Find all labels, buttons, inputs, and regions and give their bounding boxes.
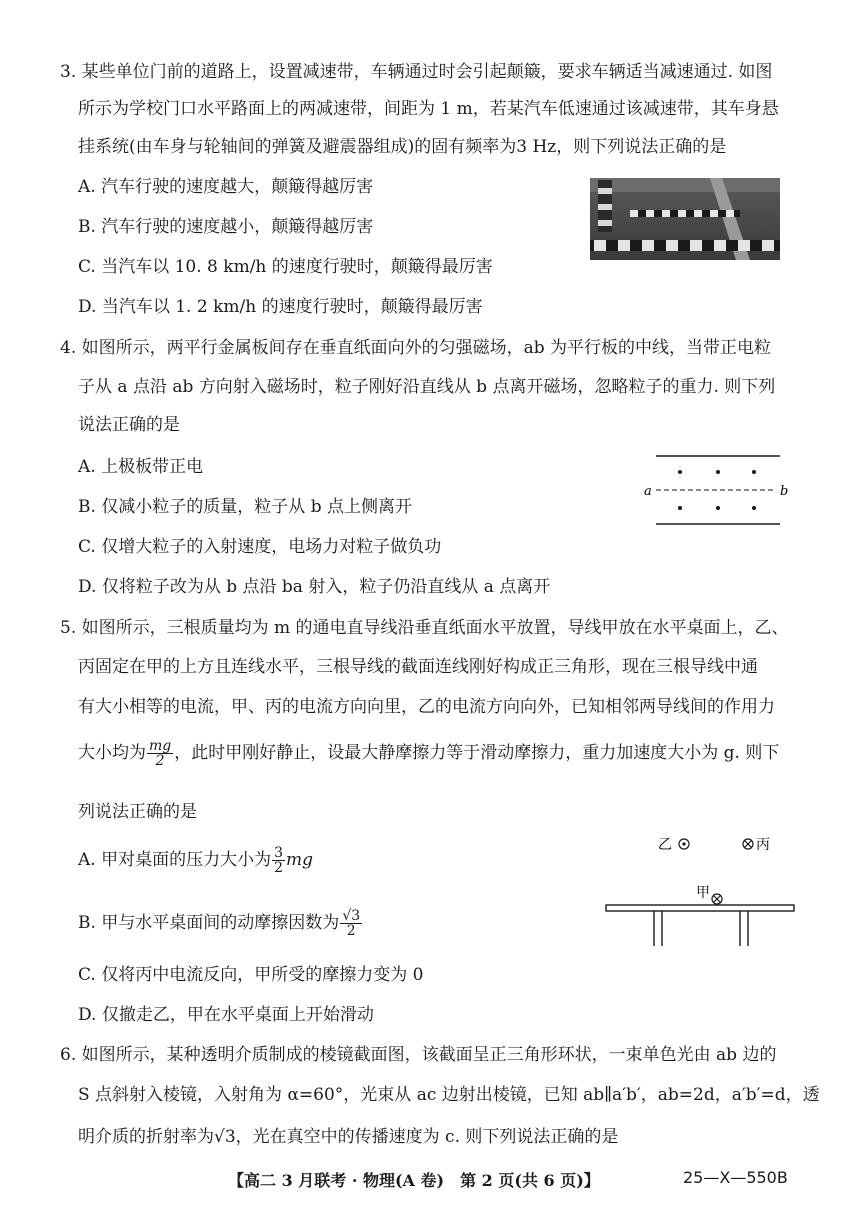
q5-option-b [78, 908, 363, 938]
wire-jia-label: 甲 [696, 885, 710, 901]
force-denominator: 2 [155, 753, 165, 769]
q5-stem-line1: 5. 如图所示，三根质量均为 m 的通电直导线沿垂直纸面水平放置，导线甲放在水平桌面上，乙、 [60, 618, 789, 638]
point-b-label: b [780, 484, 789, 499]
table-drawing [606, 905, 794, 946]
q3-option-c: C. 当汽车以 10. 8 km/h 的速度行驶时，颠簸得最厉害 [78, 257, 493, 277]
page-footer: 【高二 3 月联考 · 物理(A 卷) 第 2 页(共 6 页)】 [228, 1171, 600, 1190]
option-b-fraction [340, 909, 362, 938]
q5-stem-line3: 有大小相等的电流，甲、丙的电流方向向里，乙的电流方向向外，已知相邻两导线间的作用力 [78, 697, 775, 717]
force-fraction [147, 739, 173, 768]
q5-stem-line2: 丙固定在甲的上方且连线水平，三根导线的截面连线刚好构成正三角形，现在三根导线中通 [78, 657, 758, 677]
q5-line4-prefix: 大小均为 [78, 743, 146, 763]
q6-stem-line2: S 点斜射入棱镜，入射角为 α=60°，光束从 ac 边射出棱镜，已知 ab∥a′b′，ab=2d，a′b′=d，透 [78, 1085, 820, 1105]
q3-option-b: B. 汽车行驶的速度越小，颠簸得越厉害 [78, 217, 374, 237]
q4-option-b: B. 仅减小粒子的质量，粒子从 b 点上侧离开 [78, 497, 412, 517]
field-dot [678, 506, 682, 510]
wire-bing-label: 丙 [756, 837, 770, 853]
q5-option-a [78, 845, 313, 875]
field-dot [752, 506, 756, 510]
option-b-numerator: √3 [342, 908, 361, 924]
q3-stem-line1: 3. 某些单位门前的道路上，设置减速带，车辆通过时会引起颠簸，要求车辆适当减速通过. 如图 [60, 62, 773, 82]
q5-option-a-prefix: A. 甲对桌面的压力大小为 [78, 850, 272, 870]
q3-stem-line2: 所示为学校门口水平路面上的两减速带，间距为 1 m，若某汽车低速通过该减速带，其车身悬 [78, 99, 779, 119]
q4-option-d: D. 仅将粒子改为从 b 点沿 ba 射入，粒子仍沿直线从 a 点离开 [78, 577, 551, 597]
q5-stem-line4 [78, 738, 779, 768]
q5-option-a-suffix: mg [286, 850, 314, 870]
field-dot [716, 506, 720, 510]
q4-stem-line1: 4. 如图所示，两平行金属板间存在垂直纸面向外的匀强磁场，ab 为平行板的中线，当带正电粒 [60, 338, 772, 358]
q4-stem-line3: 说法正确的是 [78, 415, 180, 435]
wire-yi-current-out-icon [679, 839, 689, 849]
field-dot [716, 470, 720, 474]
q3-option-a: A. 汽车行驶的速度越大，颠簸得越厉害 [78, 177, 374, 197]
q6-stem-line3: 明介质的折射率为√3，光在真空中的传播速度为 c. 则下列说法正确的是 [78, 1127, 619, 1147]
force-numerator: mg [149, 738, 172, 754]
option-b-denominator: 2 [346, 923, 356, 939]
point-a-label: a [644, 484, 652, 499]
field-dot [678, 470, 682, 474]
option-a-numerator: 3 [274, 845, 284, 861]
wire-yi-label: 乙 [658, 837, 672, 853]
q4-option-a: A. 上极板带正电 [78, 457, 204, 477]
q6-stem-line1: 6. 如图所示，某种透明介质制成的棱镜截面图，该截面呈正三角形环状，一束单色光由 ab 边的 [60, 1045, 777, 1065]
exam-code: 25—X—550B [683, 1168, 788, 1187]
q5-option-c: C. 仅将丙中电流反向，甲所受的摩擦力变为 0 [78, 965, 424, 985]
wires-table-diagram [600, 830, 800, 950]
q3-option-d: D. 当汽车以 1. 2 km/h 的速度行驶时，颠簸得最厉害 [78, 297, 483, 317]
q5-stem-line5: 列说法正确的是 [78, 802, 197, 822]
q5-option-d: D. 仅撤走乙，甲在水平桌面上开始滑动 [78, 1005, 374, 1025]
option-a-denominator: 2 [274, 860, 284, 876]
speed-bump-far [630, 210, 740, 217]
speed-bump-photo [590, 178, 780, 260]
q4-stem-line2: 子从 a 点沿 ab 方向射入磁场时，粒子刚好沿直线从 b 点离开磁场，忽略粒子的重力. 则下列 [78, 377, 776, 397]
wire-bing-current-in-icon [743, 839, 753, 849]
field-dot [752, 470, 756, 474]
q5-option-b-prefix: B. 甲与水平桌面间的动摩擦因数为 [78, 913, 340, 933]
q4-option-c: C. 仅增大粒子的入射速度，电场力对粒子做负功 [78, 537, 442, 557]
speed-bump-near [590, 240, 780, 251]
option-a-fraction [272, 846, 285, 875]
q5-line4-suffix: ，此时甲刚好静止，设最大静摩擦力等于滑动摩擦力，重力加速度大小为 g. 则下 [174, 743, 780, 763]
q3-stem-line3: 挂系统(由车身与轮轴间的弹簧及避震器组成)的固有频率为3 Hz，则下列说法正确的是 [78, 137, 727, 157]
wire-jia-current-in-icon [712, 894, 722, 904]
parallel-plates-diagram [640, 450, 800, 530]
